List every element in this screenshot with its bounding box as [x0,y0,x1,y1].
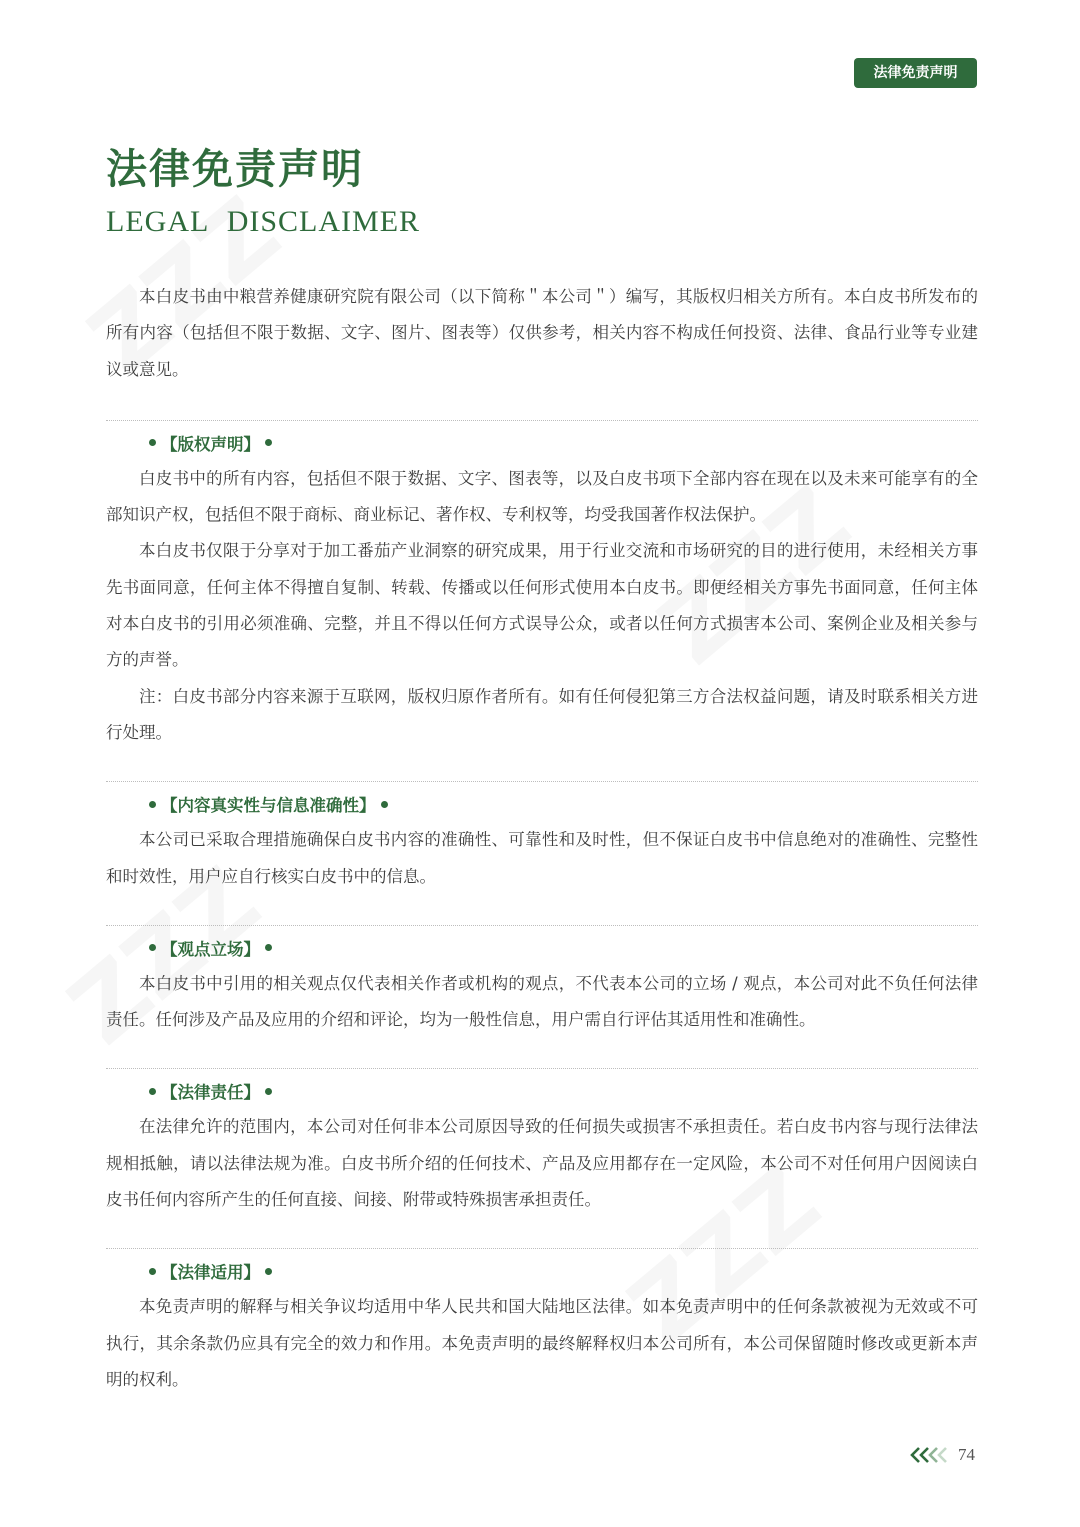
intro-paragraph: 本白皮书由中粮营养健康研究院有限公司（以下简称＂本公司＂）编写，其版权归相关方所有。本白皮书所发布的所有内容（包括但不限于数据、文字、图片、图表等）仅供参考，相关内容不构成任何投资、法律、食品行业等专业建议或意见。 [106,287,978,379]
chevrons-left-icon [910,1447,950,1463]
section-paragraph: 本公司已采取合理措施确保白皮书内容的准确性、可靠性和及时性，但不保证白皮书中信息绝对的准确性、完整性和时效性，用户应自行核实白皮书中的信息。 [106,830,978,886]
section-paragraph: 注：白皮书部分内容来源于互联网，版权归原作者所有。如有任何侵犯第三方合法权益问题，请及时联系相关方进行处理。 [106,686,978,742]
page-number: 74 [958,1445,975,1464]
bullet-icon [265,1268,272,1275]
document-body [106,279,978,1398]
section-heading-accuracy: 【内容真实性与信息准确性】 [106,786,978,822]
bullet-icon [265,1088,272,1095]
section-paragraph: 本免责声明的解释与相关争议均适用中华人民共和国大陆地区法律。如本免责声明中的任何条款被视为无效或不可执行，其余条款仍应具有完全的效力和作用。本免责声明的最终解释权归本公司所有，本公司保留随时修改或更新本声明的权利。 [106,1297,978,1389]
bullet-icon [381,801,388,808]
page-footer [910,1441,975,1469]
bullet-icon [149,944,156,951]
section-paragraph: 在法律允许的范围内，本公司对任何非本公司原因导致的任何损失或损害不承担责任。若白皮书内容与现行法律法规相抵触，请以法律法规为准。白皮书所介绍的任何技术、产品及应用都存在一定风险，本公司不对任何用户因阅读白皮书任何内容所产生的任何直接、间接、附带或特殊损害承担责任。 [106,1117,978,1210]
bullet-icon [265,439,272,446]
section-heading-viewpoint: 【观点立场】 [106,930,978,966]
section-paragraph: 本白皮书中引用的相关观点仅代表相关作者或机构的观点，不代表本公司的立场 / 观点，本公司对此不负任何法律责任。任何涉及产品及应用的介绍和评论，均为一般性信息，用户需自行评估其适用性和准确性。 [106,973,978,1030]
bullet-icon [149,1088,156,1095]
section-paragraph: 本白皮书仅限于分享对于加工番茄产业洞察的研究成果，用于行业交流和市场研究的目的进行使用，未经相关方事先书面同意，任何主体不得擅自复制、转载、传播或以任何形式使用本白皮书。即便经相关方事先书面同意，任何主体对本白皮书的引用必须准确、完整，并且不得以任何方式误导公众，或者以任何方式损害本公司、案例企业及相关参与方的声誉。 [106,541,978,670]
bullet-icon [149,1268,156,1275]
section-tab: 法律免责声明 [854,58,977,88]
section-heading-copyright: 【版权声明】 [106,425,978,461]
bullet-icon [149,801,156,808]
section-heading-liability: 【法律责任】 [106,1073,978,1109]
section-heading-governing-law: 【法律适用】 [106,1253,978,1289]
page-title: 法律免责声明 [106,145,364,193]
bullet-icon [265,944,272,951]
bullet-icon [149,439,156,446]
section-paragraph: 白皮书中的所有内容，包括但不限于数据、文字、图表等，以及白皮书项下全部内容在现在以及未来可能享有的全部知识产权，包括但不限于商标、商业标记、著作权、专利权等，均受我国著作权法保护。 [106,468,978,525]
page-subtitle: LEGAL DISCLAIMER [106,205,421,238]
